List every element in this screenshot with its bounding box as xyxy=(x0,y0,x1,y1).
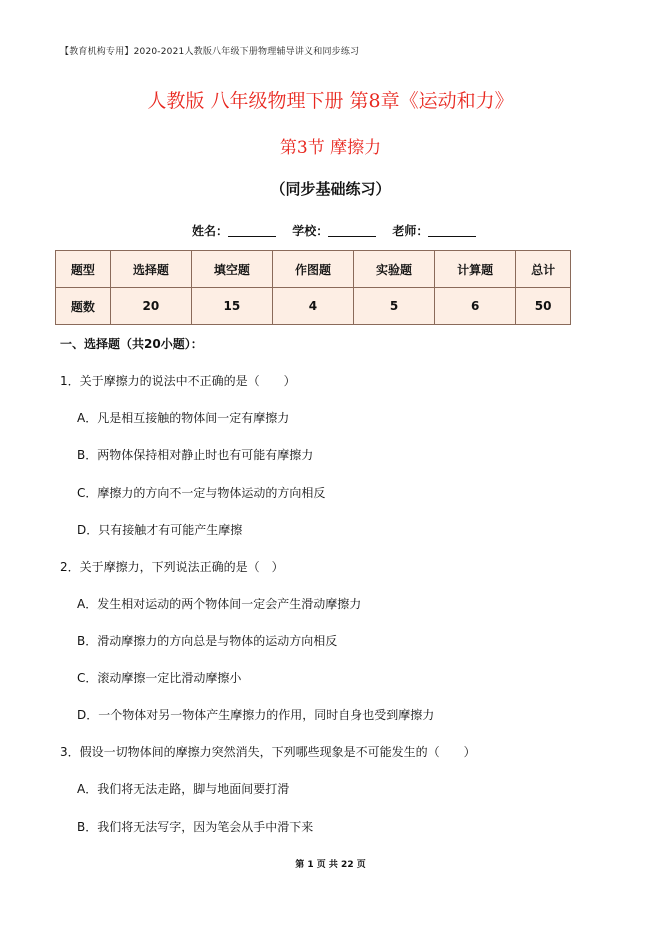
section-heading: 第3节 摩擦力 xyxy=(279,138,382,158)
teacher-label: 老师： xyxy=(392,224,429,238)
table-cell: 作图题 xyxy=(272,251,353,288)
header-note: 【教育机构专用】2020-2021人教版八年级下册物理辅导讲义和同步练习 xyxy=(60,47,360,57)
question-3-option-b: B．我们将无法写字，因为笔会从手中滑下来 xyxy=(77,820,314,834)
table-cell: 计算题 xyxy=(435,251,516,288)
question-1-option-a: A．凡是相互接触的物体间一定有摩擦力 xyxy=(77,411,290,425)
name-label: 姓名： xyxy=(192,224,229,238)
table-header-row xyxy=(56,251,571,288)
table-cell: 20 xyxy=(110,288,191,325)
school-label: 学校： xyxy=(292,224,329,238)
question-count-table xyxy=(55,250,571,325)
question-1-option-c: C．摩擦力的方向不一定与物体运动的方向相反 xyxy=(77,486,326,500)
question-2-option-d: D．一个物体对另一物体产生摩擦力的作用，同时自身也受到摩擦力 xyxy=(77,708,435,722)
name-blank xyxy=(228,224,276,237)
table-cell: 4 xyxy=(272,288,353,325)
table-cell: 5 xyxy=(354,288,435,325)
table-cell: 题数 xyxy=(56,288,111,325)
table-cell: 15 xyxy=(191,288,272,325)
question-1-stem: 1．关于摩擦力的说法中不正确的是（ ） xyxy=(60,374,296,388)
table-row xyxy=(56,288,571,325)
table-cell: 选择题 xyxy=(110,251,191,288)
table-cell: 填空题 xyxy=(191,251,272,288)
page-footer: 第 1 页 共 22 页 xyxy=(295,860,366,870)
practice-subtitle: （同步基础练习） xyxy=(270,180,391,198)
question-2-option-b: B．滑动摩擦力的方向总是与物体的运动方向相反 xyxy=(77,634,338,648)
question-1-option-d: D．只有接触才有可能产生摩擦 xyxy=(77,523,243,537)
school-blank xyxy=(328,224,376,237)
question-2-option-a: A．发生相对运动的两个物体间一定会产生滑动摩擦力 xyxy=(77,597,362,611)
table-cell: 50 xyxy=(516,288,571,325)
question-2-stem: 2．关于摩擦力，下列说法正确的是（ ） xyxy=(60,560,284,574)
question-3-option-a: A．我们将无法走路，脚与地面间要打滑 xyxy=(77,782,290,796)
student-info-line xyxy=(192,222,488,239)
section-title: 一、选择题（共20小题）： xyxy=(60,337,203,351)
table-cell: 总计 xyxy=(516,251,571,288)
question-1-option-b: B．两物体保持相对静止时也有可能有摩擦力 xyxy=(77,448,314,462)
document-title: 人教版 八年级物理下册 第8章《运动和力》 xyxy=(147,90,514,112)
teacher-blank xyxy=(428,224,476,237)
question-2-option-c: C．滚动摩擦一定比滑动摩擦小 xyxy=(77,671,242,685)
question-3-stem: 3．假设一切物体间的摩擦力突然消失，下列哪些现象是不可能发生的（ ） xyxy=(60,745,476,759)
table-cell: 题型 xyxy=(56,251,111,288)
table-cell: 实验题 xyxy=(354,251,435,288)
table-cell: 6 xyxy=(435,288,516,325)
